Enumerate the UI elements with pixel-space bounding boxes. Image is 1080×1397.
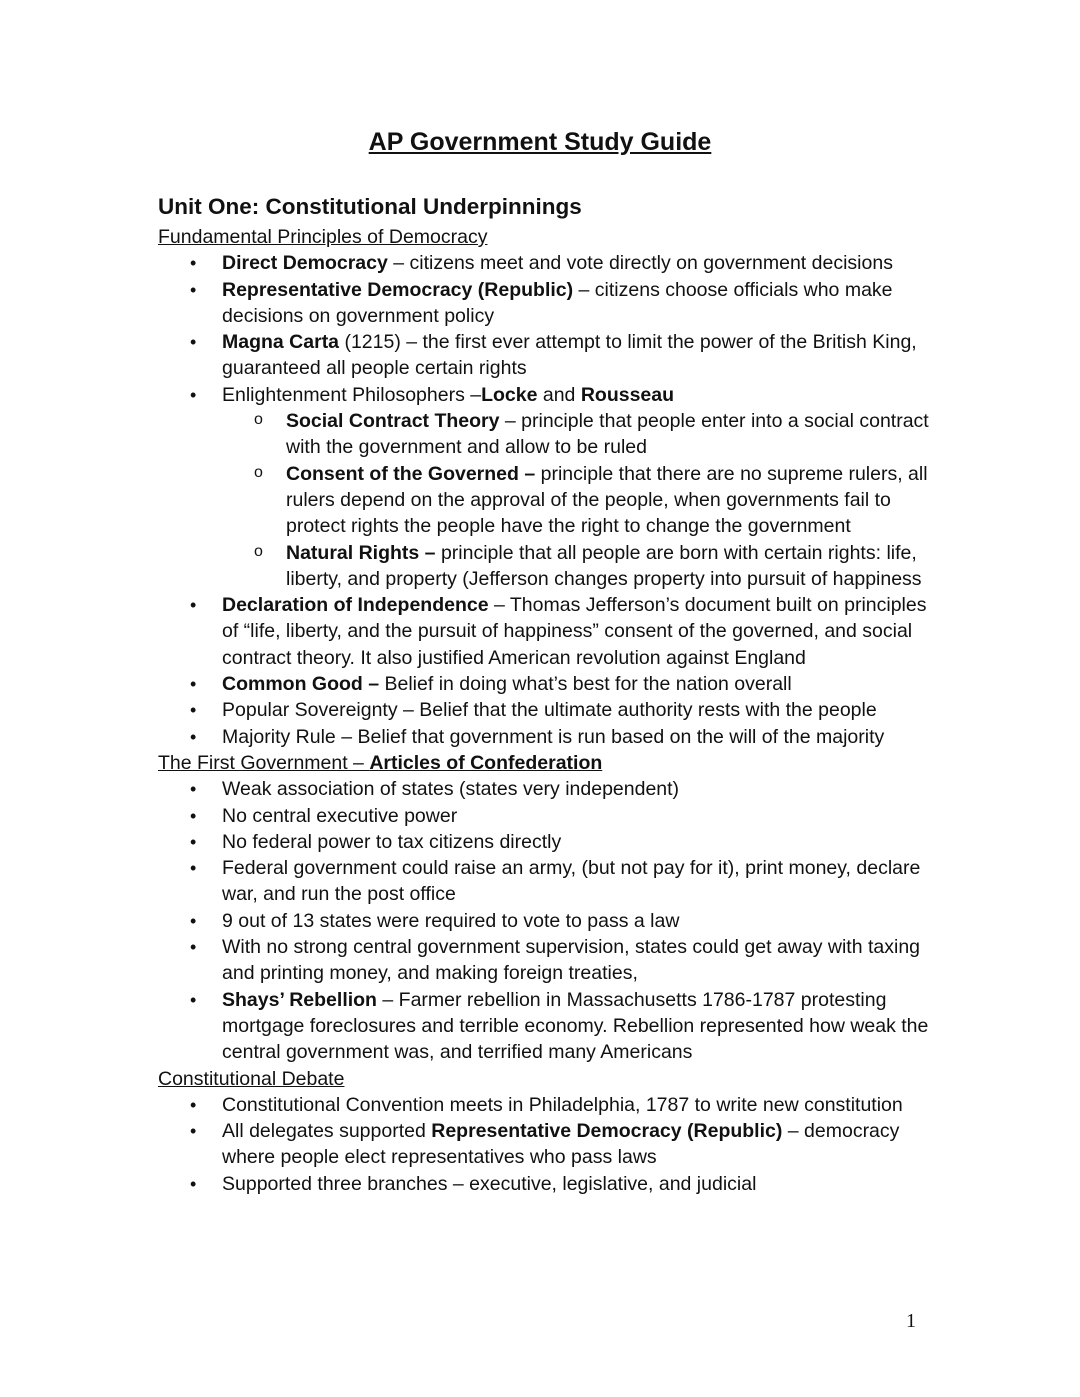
list-item [158, 803, 938, 829]
list-item [158, 1092, 938, 1118]
item-text: and [537, 383, 581, 406]
enlightenment-sublist [222, 408, 938, 592]
list-item [158, 382, 938, 592]
list-item [158, 592, 938, 671]
definition: Belief in doing what’s best for the nation overall [379, 673, 792, 696]
sub-list-item [222, 408, 938, 461]
definition: – principle that people enter into a social contract with the government and allow to be ruled [286, 410, 929, 459]
list-item [158, 329, 938, 382]
definition: principle that there are no supreme rulers, all rulers depend on the approval of the people, when governments fail to protect rights the people have the right to change the government [286, 462, 928, 538]
item-text: Popular Sovereignty – Belief that the ultimate authority rests with the people [222, 699, 877, 722]
term: Rousseau [580, 383, 675, 406]
section-heading-constitutional-debate: Constitutional Debate [158, 1067, 345, 1090]
term: Direct Democracy [222, 252, 388, 275]
term: Locke [481, 383, 538, 406]
sub-list-item [222, 540, 938, 593]
list-item [158, 277, 938, 330]
definition: – citizens meet and vote directly on government decisions [387, 252, 893, 275]
term: Representative Democracy (Republic) [431, 1120, 783, 1143]
principles-list [158, 250, 938, 750]
item-text: Enlightenment Philosophers – [222, 383, 482, 406]
item-text: No central executive power [222, 804, 458, 827]
term: Consent of the Governed – [286, 462, 536, 485]
item-text: Weak association of states (states very independent) [222, 778, 680, 801]
list-item [158, 855, 938, 908]
item-text: With no strong central government supervision, states could get away with taxing and printing money, and making foreign treaties, [222, 936, 921, 985]
sub-list-item [222, 461, 938, 540]
definition: – Farmer rebellion in Massachusetts 1786-1787 protesting mortgage foreclosures and terrible economy. Rebellion represented how weak the central government was, and terrified many Americans [222, 988, 929, 1064]
heading-term: Articles of Confederation [369, 751, 603, 774]
list-item [158, 697, 938, 723]
definition: – democracy where people elect representatives who pass laws [222, 1120, 900, 1169]
unit-heading: Unit One: Constitutional Underpinnings [158, 194, 582, 219]
list-item [158, 250, 938, 276]
term: Magna Carta [222, 331, 340, 354]
articles-list [158, 776, 938, 1065]
definition: principle that all people are born with certain rights: life, liberty, and property (Jefferson changes property into pursuit of happiness [286, 541, 922, 590]
list-item [158, 829, 938, 855]
term: Social Contract Theory [286, 410, 500, 433]
term: Declaration of Independence [222, 594, 489, 617]
term: Representative Democracy (Republic) [222, 278, 574, 301]
section-heading-fundamental-principles: Fundamental Principles of Democracy [158, 226, 488, 248]
term: Shays’ Rebellion [222, 988, 377, 1011]
list-item [158, 776, 938, 802]
page-number: 1 [906, 1310, 916, 1332]
list-item [158, 1171, 938, 1197]
item-text: Majority Rule – Belief that government is run based on the will of the majority [222, 725, 885, 748]
list-item [158, 987, 938, 1066]
list-item [158, 908, 938, 934]
item-text: 9 out of 13 states were required to vote to pass a law [222, 909, 680, 932]
list-item [158, 934, 938, 987]
definition: (1215) – the first ever attempt to limit the power of the British King, guaranteed all people certain rights [222, 331, 917, 380]
item-text: Constitutional Convention meets in Philadelphia, 1787 to write new constitution [222, 1093, 903, 1116]
document-title: AP Government Study Guide [368, 128, 712, 156]
list-item [158, 724, 938, 750]
definition: – Thomas Jefferson’s document built on principles of “life, liberty, and the pursuit of happiness” consent of the governed, and social contract theory. It also justified American revolution against England [222, 594, 927, 669]
item-text: No federal power to tax citizens directly [222, 830, 562, 853]
term: Natural Rights – [286, 541, 436, 564]
list-item [158, 671, 938, 697]
term: Common Good – [222, 673, 380, 696]
item-text: All delegates supported [222, 1120, 432, 1143]
definition: – citizens choose officials who make decisions on government policy [222, 278, 893, 327]
item-text: Supported three branches – executive, legislative, and judicial [222, 1172, 757, 1195]
document-body [158, 192, 938, 1197]
list-item [158, 1118, 938, 1171]
item-text: Federal government could raise an army, (but not pay for it), print money, declare war, and run the post office [222, 857, 921, 906]
section-heading-first-government [158, 750, 938, 776]
debate-list [158, 1092, 938, 1197]
heading-text: The First Government – [158, 751, 370, 774]
